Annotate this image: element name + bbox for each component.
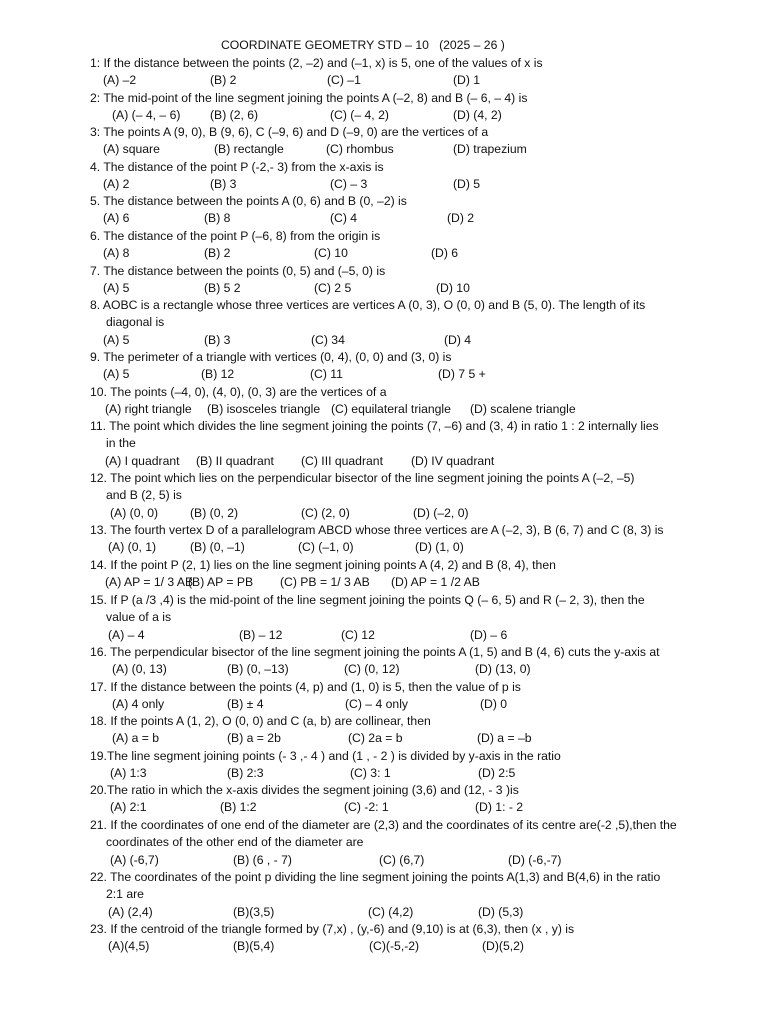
option-d: (D) 7 5 + [438,367,486,382]
question-6 [90,228,715,263]
option-b: (B) (0, –13) [227,662,289,677]
question-text: and B (2, 5) is [106,488,182,503]
question-5 [90,193,715,228]
option-a: (A) 1:3 [110,766,147,781]
option-d: (D) trapezium [453,142,527,157]
options-row [90,332,715,349]
options-row [90,574,715,591]
option-a: (A) 5 [103,367,130,382]
option-a: (A) 5 [103,281,130,296]
option-b: (B) isosceles triangle [207,402,321,417]
option-a: (A) – 4 [108,627,145,642]
question-text: 9. The perimeter of a triangle with vertices (0, 4), (0, 0) and (3, 0) is [90,350,452,364]
option-d: (D)(5,2) [482,939,524,954]
question-text: 7. The distance between the points (0, 5) and (–5, 0) is [90,264,386,278]
options-row [90,799,715,816]
option-a: (A) I quadrant [105,453,180,468]
question-10 [90,384,715,419]
option-c: (C) (4,2) [368,904,414,919]
question-text: 6. The distance of the point P (–6, 8) from the origin is [90,229,381,243]
question-text: 14. If the point P (2, 1) lies on the line segment joining points A (4, 2) and B (8, 4), then [90,558,556,572]
option-c: (C) 34 [311,332,345,347]
options-row [90,505,715,522]
option-a: (A) right triangle [105,402,192,417]
options-row [90,852,715,869]
question-text: 21. If the coordinates of one end of the diameter are (2,3) and the coordinates of its centre are(-2 ,5),then the [90,818,677,832]
option-a: (A) AP = 1/ 3 AB [105,575,194,590]
option-a: (A) (0, 13) [112,662,167,677]
question-text: 4. The distance of the point P (-2,- 3) from the x-axis is [90,160,384,174]
question-7 [90,263,715,298]
question-21 [90,817,715,869]
option-a: (A) (– 4, – 6) [112,108,181,123]
option-d: (D) 4 [444,332,472,347]
question-text: 18. If the points A (1, 2), O (0, 0) and C (a, b) are collinear, then [90,714,431,728]
option-b: (B) 2 [204,246,231,261]
options-row [90,107,715,124]
option-b: (B) ± 4 [227,697,264,712]
option-c: (C) -2: 1 [344,800,389,815]
option-b: (B) (0, 2) [190,505,239,520]
question-text: value of a is [106,610,172,625]
question-18 [90,713,715,748]
question-text: 8. AOBC is a rectangle whose three vertices are vertices A (0, 3), O (0, 0) and B (5, 0). The length of its [90,298,646,312]
option-c: (C) – 3 [330,177,368,192]
question-15 [90,592,715,644]
option-c: (C) 2 5 [314,281,352,296]
option-b: (B) 3 [204,332,231,347]
options-row [90,401,715,418]
option-b: (B) AP = PB [188,575,254,590]
option-c: (C) 10 [314,246,348,261]
option-d: (D) IV quadrant [411,453,495,468]
option-b: (B) (0, –1) [190,540,245,555]
options-row [90,696,715,713]
option-b: (B)(3,5) [233,904,275,919]
page-title: COORDINATE GEOMETRY STD – 10 (2025 – 26 ) [221,38,505,52]
option-c: (C)(-5,-2) [369,939,420,954]
question-text: 20.The ratio in which the x-axis divides the segment joining (3,6) and (12, - 3 )is [90,783,519,797]
question-text: in the [106,436,136,451]
option-b: (B) 5 2 [204,281,241,296]
option-c: (C) 2a = b [348,731,403,746]
question-8 [90,297,715,349]
option-c: (C) rhombus [326,142,394,157]
option-b: (B) (6 , - 7) [233,852,292,867]
option-c: (C) –1 [327,73,361,88]
option-d: (D) 0 [480,697,508,712]
option-d: (D) 1 [453,73,481,88]
question-1 [90,55,715,90]
option-a: (A) a = b [112,731,160,746]
options-row [90,627,715,644]
option-c: (C) – 4 only [345,697,408,712]
option-d: (D) AP = 1 /2 AB [391,575,480,590]
option-b: (B) (2, 6) [210,108,259,123]
question-text: 22. The coordinates of the point p dividing the line segment joining the points A(1,3) and B(4,6) in the ratio [90,870,661,884]
option-b: (B)(5,4) [233,939,275,954]
option-d: (D) (–2, 0) [413,505,469,520]
option-d: (D) (4, 2) [453,108,502,123]
question-text: 1: If the distance between the points (2, –2) and (–1, x) is 5, one of the values of x is [90,56,543,70]
option-a: (A) 5 [103,332,130,347]
question-text: 17. If the distance between the points (4, p) and (1, 0) is 5, then the value of p is [90,680,521,694]
option-b: (B) rectangle [214,142,284,157]
option-d: (D) (-6,-7) [508,852,562,867]
question-13 [90,522,715,557]
options-row [90,176,715,193]
option-a: (A) (2,4) [108,904,153,919]
question-text: 3: The points A (9, 0), B (9, 6), C (–9, 6) and D (–9, 0) are the vertices of a [90,125,489,139]
question-text: 16. The perpendicular bisector of the line segment joining the points A (1, 5) and B (4, 6) cuts the y-axis at [90,645,660,659]
option-a: (A) 6 [103,211,130,226]
options-row [90,72,715,89]
options-row [90,453,715,470]
option-b: (B) 2 [210,73,237,88]
question-17 [90,679,715,714]
option-b: (B) II quadrant [196,453,274,468]
option-c: (C) 3: 1 [350,766,391,781]
question-23 [90,921,715,956]
option-d: (D) (1, 0) [415,540,464,555]
option-c: (C) 4 [330,211,358,226]
option-d: (D) 5 [453,177,481,192]
question-11 [90,418,715,470]
options-row [90,539,715,556]
option-d: (D) (13, 0) [475,662,531,677]
option-d: (D) 1: - 2 [475,800,524,815]
option-b: (B) – 12 [239,627,283,642]
option-b: (B) 2:3 [227,766,264,781]
option-c: (C) 12 [341,627,375,642]
question-text: 11. The point which divides the line segment joining the points (7, –6) and (3, 4) in ratio 1 : 2 internally lies [90,419,659,433]
option-c: (C) III quadrant [301,453,383,468]
option-c: (C) (2, 0) [301,505,350,520]
option-d: (D) 6 [431,246,459,261]
option-a: (A) –2 [103,73,137,88]
options-row [90,280,715,297]
option-a: (A) (0, 1) [108,540,157,555]
option-c: (C) (– 4, 2) [330,108,389,123]
question-text: diagonal is [106,315,165,330]
question-2 [90,90,715,125]
question-4 [90,159,715,194]
option-b: (B) 3 [210,177,237,192]
option-b: (B) 8 [204,211,231,226]
options-row [90,661,715,678]
option-c: (C) (6,7) [379,852,425,867]
options-row [90,904,715,921]
option-b: (B) a = 2b [227,731,281,746]
option-d: (D) (5,3) [478,904,524,919]
option-c: (C) PB = 1/ 3 AB [280,575,370,590]
question-text: 15. If P (a /3 ,4) is the mid-point of the line segment joining the points Q (– 6, 5) and R (– 2, 3), then the [90,593,645,607]
question-16 [90,644,715,679]
option-c: (C) 11 [310,367,343,382]
option-a: (A) 2 [103,177,130,192]
option-c: (C) (–1, 0) [298,540,354,555]
question-19 [90,748,715,783]
question-9 [90,349,715,384]
option-d: (D) 2:5 [478,766,516,781]
option-a: (A) 2:1 [110,800,147,815]
options-row [90,141,715,158]
options-row [90,765,715,782]
options-row [90,366,715,383]
option-a: (A) 8 [103,246,130,261]
question-3 [90,124,715,159]
question-text: 12. The point which lies on the perpendicular bisector of the line segment joining the points A (–2, –5) [90,471,635,485]
question-text: 10. The points (–4, 0), (4, 0), (0, 3) are the vertices of a [90,385,387,399]
options-row [90,938,715,955]
option-a: (A)(4,5) [108,939,150,954]
option-a: (A) (-6,7) [110,852,159,867]
option-c: (C) equilateral triangle [331,402,451,417]
options-row [90,245,715,262]
question-text: 5. The distance between the points A (0, 6) and B (0, –2) is [90,194,407,208]
question-text: 2: The mid-point of the line segment joining the points A (–2, 8) and B (– 6, – 4) is [90,91,528,105]
options-row [90,210,715,227]
option-d: (D) 10 [436,281,470,296]
question-22 [90,869,715,921]
question-text: 19.The line segment joining points (- 3 ,- 4 ) and (1 , - 2 ) is divided by y-axis in the ratio [90,749,561,763]
question-text: coordinates of the other end of the diameter are [106,835,364,850]
question-20 [90,782,715,817]
option-a: (A) 4 only [112,697,165,712]
option-d: (D) a = –b [477,731,532,746]
question-text: 2:1 are [106,887,144,902]
question-text: 23. If the centroid of the triangle formed by (7,x) , (y,-6) and (9,10) is at (6,3), then (x , y) is [90,922,575,936]
option-b: (B) 1:2 [220,800,257,815]
option-d: (D) – 6 [470,627,508,642]
option-c: (C) (0, 12) [344,662,400,677]
question-text: 13. The fourth vertex D of a parallelogram ABCD whose three vertices are A (–2, 3), B (6, 7) and C (8, 3) is [90,523,664,537]
option-d: (D) 2 [447,211,475,226]
option-a: (A) square [103,142,160,157]
options-row [90,730,715,747]
option-a: (A) (0, 0) [110,505,159,520]
question-12 [90,470,715,522]
option-b: (B) 12 [201,367,235,382]
question-14 [90,557,715,592]
option-d: (D) scalene triangle [470,402,576,417]
